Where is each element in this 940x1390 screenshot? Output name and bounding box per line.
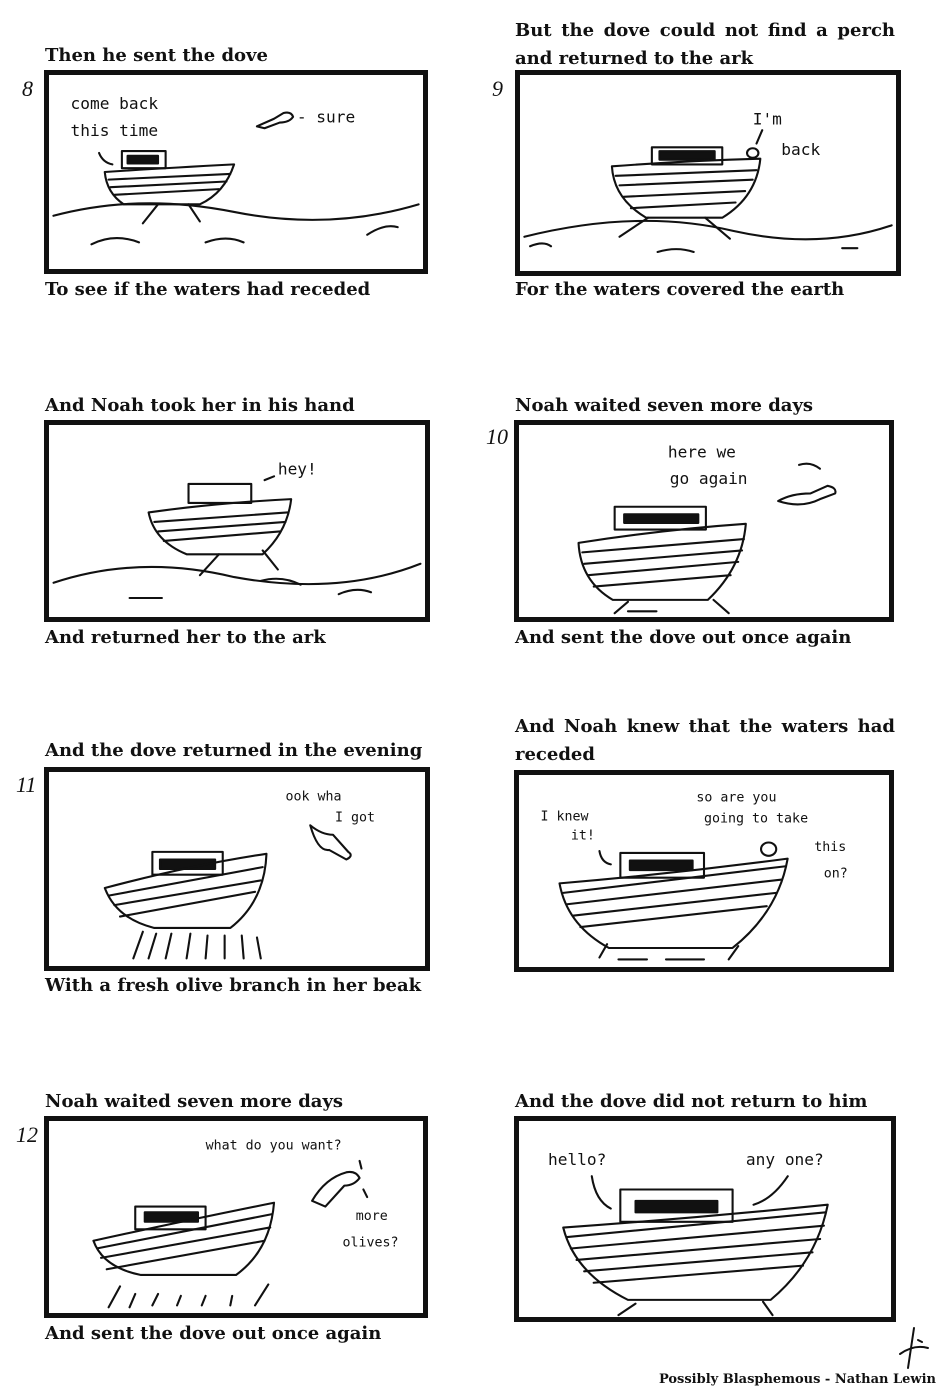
panel-8-caption-top: Then he sent the dove	[45, 45, 268, 66]
panel-11-drawing	[49, 772, 425, 966]
panel-knew-speech-4: going to take	[704, 811, 809, 827]
panel-8-drawing	[49, 75, 423, 269]
panel-10-drawing	[519, 425, 889, 617]
panel-9	[515, 70, 901, 276]
panel-9-speech-1: I'm	[752, 109, 782, 129]
panel-hello-caption-top: And the dove did not return to him	[515, 1091, 868, 1112]
panel-knew-drawing	[519, 775, 889, 967]
ark-icon	[560, 859, 788, 948]
panel-hello	[514, 1116, 896, 1322]
panel-hand-caption-bottom: And returned her to the ark	[45, 627, 326, 648]
panel-12-number: 12	[16, 1122, 38, 1147]
ark-icon	[563, 1205, 828, 1300]
panel-8-caption-bottom: To see if the waters had receded	[45, 279, 371, 300]
footer-credit: Possibly Blasphemous - Nathan Lewin	[658, 1372, 936, 1387]
panel-9-caption-bottom: For the waters covered the earth	[515, 279, 845, 300]
panel-knew-speech-1: I knew	[540, 809, 589, 825]
panel-8	[44, 70, 428, 274]
signature-icon	[896, 1326, 932, 1372]
panel-8-number: 8	[22, 76, 33, 101]
panel-12	[44, 1116, 428, 1318]
panel-knew-speech-3: so are you	[696, 790, 777, 806]
panel-10-caption-bottom: And sent the dove out once again	[515, 627, 852, 648]
panel-hand-caption-top: And Noah took her in his hand	[45, 395, 355, 416]
panel-11-speech-1: ook wha	[285, 789, 342, 805]
panel-hand-speech-1: hey!	[277, 459, 317, 479]
panel-9-caption-top: But the dove could not find a perch and returned to the ark	[515, 20, 895, 69]
panel-hand-drawing	[49, 425, 425, 617]
dove-icon	[257, 113, 293, 129]
panel-11-number: 11	[16, 772, 37, 797]
panel-12-caption-top: Noah waited seven more days	[45, 1091, 344, 1112]
panel-8-speech-2: this time	[70, 120, 159, 140]
panel-hello-drawing	[519, 1121, 891, 1317]
panel-knew	[514, 770, 894, 972]
dove-icon	[312, 1172, 360, 1207]
panel-knew-speech-2: it!	[570, 828, 595, 844]
panel-12-drawing	[49, 1121, 423, 1313]
panel-11	[44, 767, 430, 971]
panel-12-speech-2: more	[355, 1208, 388, 1224]
panel-knew-speech-6: on?	[823, 866, 848, 882]
panel-9-speech-2: back	[781, 139, 821, 159]
dove-icon	[778, 486, 835, 505]
panel-knew-caption-top: And Noah knew that the waters had receded	[515, 716, 895, 765]
panel-12-caption-bottom: And sent the dove out once again	[45, 1323, 382, 1344]
panel-9-number: 9	[492, 76, 503, 101]
panel-hand	[44, 420, 430, 622]
dove-icon	[761, 842, 776, 855]
panel-11-caption-bottom: With a fresh olive branch in her beak	[45, 975, 422, 996]
dove-icon	[310, 825, 350, 859]
panel-8-speech-3: - sure	[296, 107, 356, 127]
panel-8-speech-1: come back	[70, 94, 159, 114]
panel-hello-speech-2: any one?	[745, 1149, 824, 1169]
panel-11-caption-top: And the dove returned in the evening	[45, 740, 423, 761]
panel-hello-speech-1: hello?	[548, 1149, 607, 1169]
panel-10	[514, 420, 894, 622]
dove-icon	[747, 148, 758, 158]
panel-12-speech-3: olives?	[342, 1235, 399, 1251]
panel-10-speech-2: go again	[669, 468, 748, 488]
panel-10-speech-1: here we	[667, 442, 736, 462]
panel-10-caption-top: Noah waited seven more days	[515, 395, 814, 416]
panel-9-drawing	[520, 75, 896, 271]
panel-knew-speech-5: this	[814, 840, 847, 856]
panel-11-speech-2: I got	[334, 810, 375, 826]
panel-10-number: 10	[486, 424, 508, 449]
panel-12-speech-1: what do you want?	[205, 1138, 342, 1154]
